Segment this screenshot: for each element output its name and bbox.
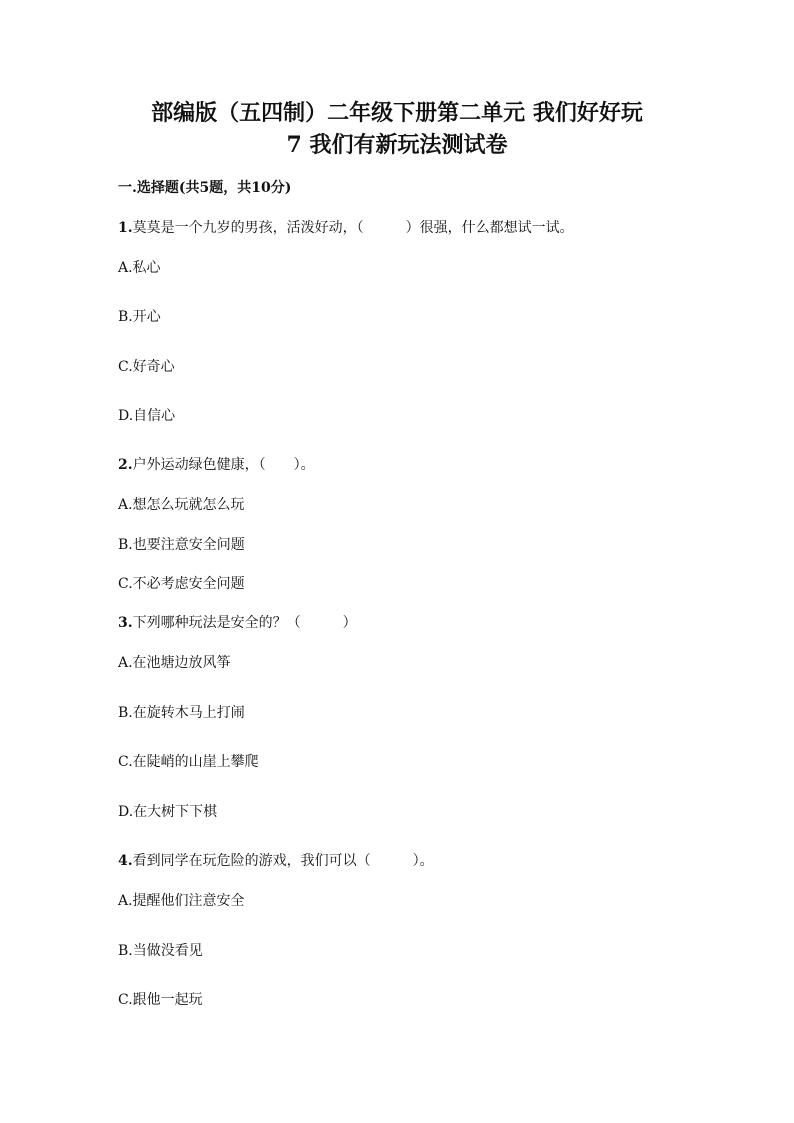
question-number: 3. bbox=[118, 615, 133, 631]
question-4-stem bbox=[118, 851, 434, 871]
question-4-option-a: A.提醒他们注意安全 bbox=[118, 893, 245, 909]
question-2-stem bbox=[118, 455, 315, 475]
question-1-option-c: C.好奇心 bbox=[118, 359, 175, 375]
question-2-option-c: C.不必考虑安全问题 bbox=[118, 576, 245, 592]
question-4-option-c: C.跟他一起玩 bbox=[118, 992, 203, 1008]
section-heading: 一.选择题(共5题，共10分) bbox=[118, 180, 292, 196]
question-text: 户外运动绿色健康，（ ）。 bbox=[132, 457, 315, 473]
question-3-option-a: A.在池塘边放风筝 bbox=[118, 655, 231, 671]
question-number: 2. bbox=[118, 457, 133, 473]
question-number: 4. bbox=[118, 853, 133, 869]
question-3-option-b: B.在旋转木马上打闹 bbox=[118, 705, 245, 721]
question-2-option-a: A.想怎么玩就怎么玩 bbox=[118, 497, 245, 513]
question-1-option-a: A.私心 bbox=[118, 260, 161, 276]
question-text: 莫莫是一个九岁的男孩，活泼好动，（ ）很强，什么都想试一试。 bbox=[132, 220, 574, 236]
question-2-option-b: B.也要注意安全问题 bbox=[118, 537, 245, 553]
question-1-option-d: D.自信心 bbox=[118, 408, 176, 424]
question-text: 看到同学在玩危险的游戏，我们可以（ ）。 bbox=[132, 853, 434, 869]
question-4-option-b: B.当做没看见 bbox=[118, 943, 203, 959]
question-1-option-b: B.开心 bbox=[118, 309, 161, 325]
question-number: 1. bbox=[118, 220, 133, 236]
question-text: 下列哪种玩法是安全的？（ ） bbox=[132, 615, 357, 631]
question-3-option-d: D.在大树下下棋 bbox=[118, 804, 218, 820]
document-subtitle: 7 我们有新玩法测试卷 bbox=[286, 132, 508, 158]
document-title: 部编版（五四制）二年级下册第二单元 我们好好玩 bbox=[151, 100, 643, 126]
question-1-stem bbox=[118, 218, 574, 238]
question-3-option-c: C.在陡峭的山崖上攀爬 bbox=[118, 754, 259, 770]
question-3-stem bbox=[118, 613, 357, 633]
